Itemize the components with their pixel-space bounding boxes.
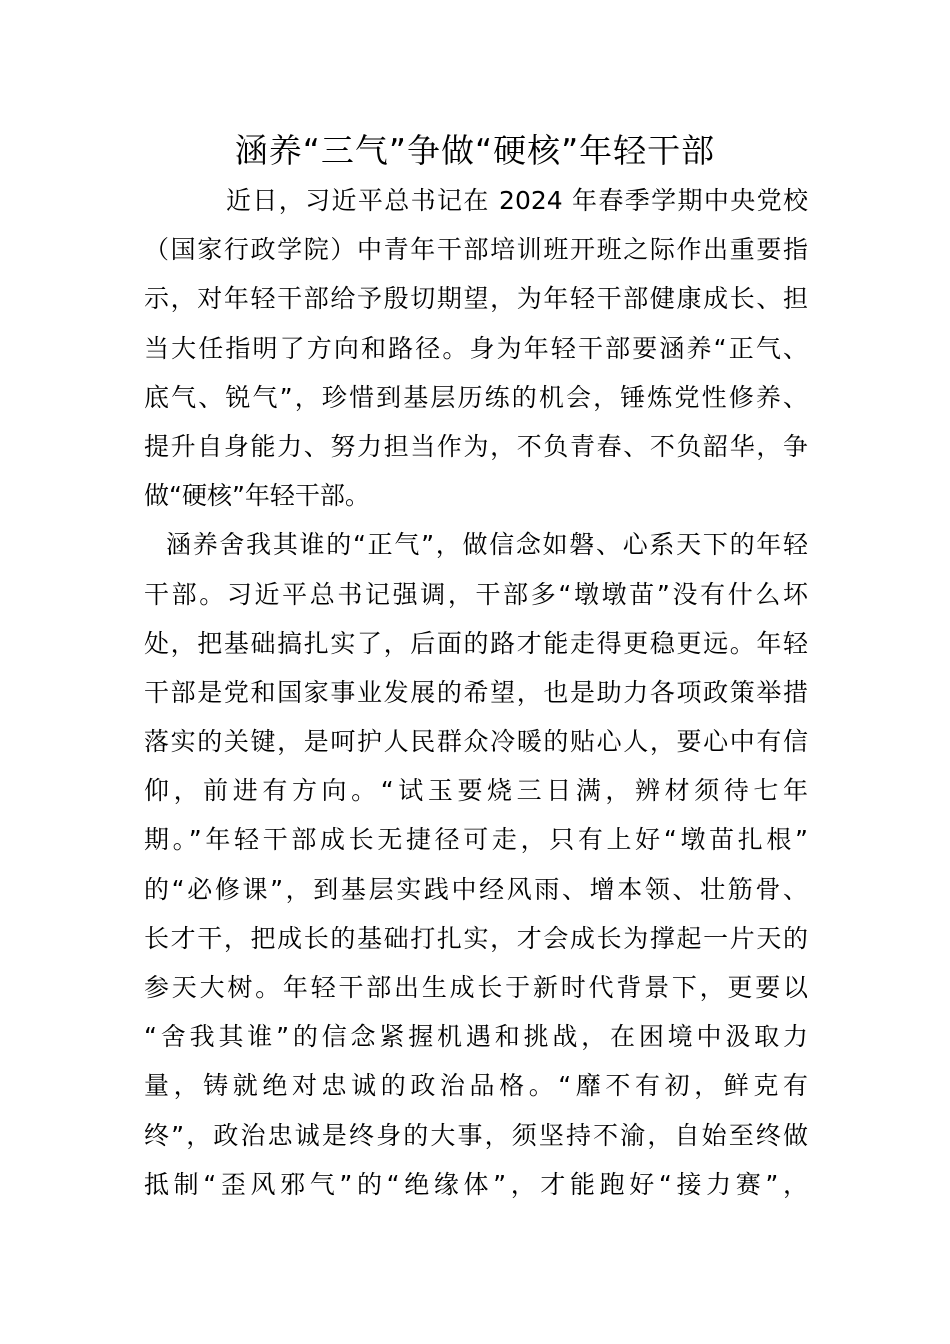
paragraph-line: 干部是党和国家事业发展的希望，也是助力各项政策举措 <box>144 677 808 707</box>
paragraph-line: 期。”年轻干部成长无捷径可走，只有上好“墩苗扎根” <box>144 825 808 855</box>
paragraph-line <box>144 1209 808 1258</box>
paragraph-line: 长才干，把成长的基础打扎实，才会成长为撑起一片天的 <box>144 923 808 953</box>
paragraph-line: 仰，前进有方向。“试玉要烧三日满，辨材须待七年 <box>144 776 808 806</box>
paragraph-line: 做“硬核”年轻干部。 <box>144 481 370 511</box>
paragraph-2 <box>144 520 808 1258</box>
paragraph-line: 近日，习近平总书记在 2024 年春季学期中央党校 <box>226 186 808 215</box>
paragraph-line: 处，把基础搞扎实了，后面的路才能走得更稳更远。年轻 <box>144 628 808 658</box>
paragraph-line: 涵养舍我其谁的“正气”，做信念如磐、心系天下的年轻 <box>166 530 808 560</box>
document-body <box>144 176 808 1258</box>
paragraph-line: 提升自身能力、努力担当作为，不负青春、不负韶华，争 <box>144 431 808 461</box>
paragraph-line: 参天大树。年轻干部出生成长于新时代背景下，更要以 <box>144 973 808 1002</box>
paragraph-line: 底气、锐气”，珍惜到基层历练的机会，锤炼党性修养、 <box>144 382 808 412</box>
paragraph-line: （国家行政学院）中青年干部培训班开班之际作出重要指 <box>144 235 808 265</box>
paragraph-line: 抵制“歪风邪气”的“绝缘体”，才能跑好“接力赛”， <box>144 1169 808 1199</box>
paragraph-line: 示，对年轻干部给予殷切期望，为年轻干部健康成长、担 <box>144 284 808 314</box>
paragraph-line: 终”，政治忠诚是终身的大事，须坚持不渝，自始至终做 <box>144 1120 808 1150</box>
paragraph-line: 落实的关键，是呵护人民群众冷暖的贴心人，要心中有信 <box>144 727 808 757</box>
paragraph-1 <box>144 176 808 520</box>
paragraph-line: 量，铸就绝对忠诚的政治品格。“靡不有初，鲜克有 <box>144 1071 808 1101</box>
paragraph-line: 的“必修课”，到基层实践中经风雨、增本领、壮筋骨、 <box>144 874 808 904</box>
paragraph-line: 当大任指明了方向和路径。身为年轻干部要涵养“正气、 <box>144 333 808 363</box>
paragraph-line: “舍我其谁”的信念紧握机遇和挑战，在困境中汲取力 <box>144 1022 808 1052</box>
paragraph-line: 干部。习近平总书记强调，干部多“墩墩苗”没有什么坏 <box>144 579 808 609</box>
document-title: 涵养“三气”争做“硬核”年轻干部 <box>234 131 716 170</box>
